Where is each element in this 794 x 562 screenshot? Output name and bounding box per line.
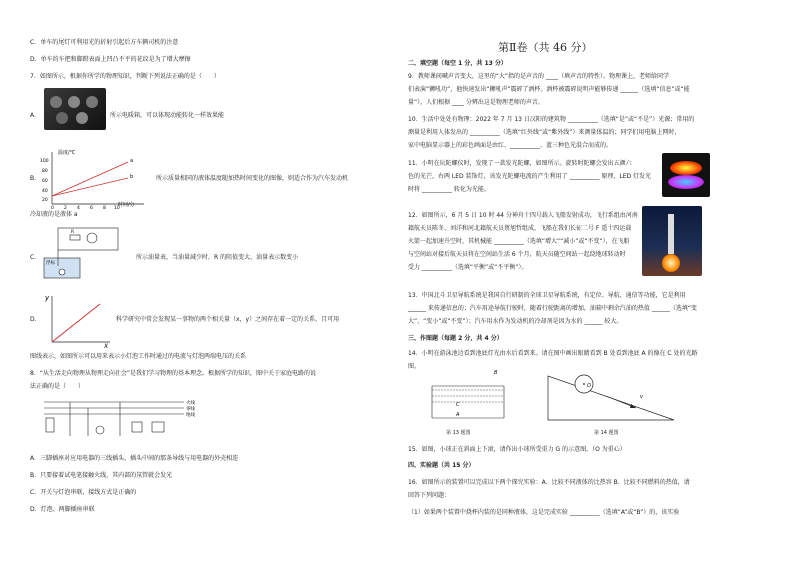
q16-line1: 16．如图所示的装置可以完成以下两个探究实验：A．比较不同液体的比热容 B．比较不同燃料的热值，请 [408, 479, 690, 486]
fuel-gauge-circuit [40, 222, 130, 284]
wire-live-label: 火线 [186, 401, 195, 406]
graph-b-xtick: 6 [90, 206, 93, 211]
electric-heater-photo [44, 88, 106, 130]
part-two-title: 第Ⅱ卷（共 46 分） [498, 41, 593, 54]
q7-a-text: 所示电暖箱，可以体现动能转化一样效果能 [110, 112, 225, 119]
q7-d-label: D． [30, 316, 41, 323]
pool-light-diagram [426, 366, 510, 426]
q8-stem-continuation: 法正确的是（ ） [30, 383, 85, 390]
q7-d-text: 科学研究中常会发现某一事物的两个相关量（x，y）之间存在着一定的关系，且可用 [116, 316, 340, 323]
point-b-label: B [494, 370, 498, 376]
velocity-v-label: v [640, 394, 643, 400]
q16-line3: （1）如果两个装置中烧杯内装的是同种液体，这是完成实验 __________（选填“A”或“B”）的，该实验 [408, 509, 680, 516]
q8-option-a: A．三脚插座对应用电器的三线插头，插头中间的那条导线与用电器的外壳相连 [30, 455, 239, 462]
figure-14-caption: 第 14 题图 [594, 430, 619, 436]
point-c-label: C [456, 402, 460, 408]
graph-b-xtick: 0 [51, 206, 54, 211]
q12-line4: 与空间站对接后航天员将在空间站生活 6 个月，航天员随空间站一起绕地球转动时 [408, 251, 626, 258]
q13-line1: 13．中国北斗卫星导航系统是我国自行研制的全球卫星导航系统，有定位、导航、通信等功能，它是利用 [408, 292, 686, 299]
q14-line1: 14．小明在游泳池边看到池底灯光由水后看到来。请在图中画出眼睛看到 B 处看到池底 A 的像在 C 处的光路 [408, 350, 698, 357]
q7-c-label: C． [30, 254, 41, 261]
q14-line2: 图。 [408, 363, 421, 370]
section-drawing-heading: 三、作图题（每题 2 分，共 4 分） [408, 335, 503, 342]
q12-line2: 籍航天员陈冬、刘洋和河北籍航天员蔡旭哲组成，飞船在我们长征二号 F 遥十四运载 [408, 225, 632, 232]
q12-line1: 12．如图所示，6 月 5 日 10 时 44 分神舟十四号载人飞船发射成功，飞行系组由河南 [408, 212, 638, 219]
q6-option-c: C．单车的尾灯可利用光的折射引起后方车辆司机的注意 [30, 39, 179, 46]
left-column [30, 0, 386, 562]
q7-b-label: B． [30, 175, 41, 182]
q8-option-c: C．开关与灯泡串联，接线方式是正确的 [30, 489, 137, 496]
q11-line2: 色的光芒，右两 LED 装饰灯，该发光陀螺电流的产生利用了 __________ 原理，LED 灯发光 [408, 173, 652, 180]
q7-c-text: 所示油量表，当油量减少时，R 的阻值变大，油量表示数变小 [136, 254, 299, 261]
spinning-top-photo [662, 153, 710, 197]
q7-stem: 7．如图所示，根据你所学的物理知识，判断下列说法正确的是（ ） [30, 73, 220, 80]
graph-b-ytick: 80 [42, 169, 48, 174]
graph-b-ylabel: 温度/℃ [58, 150, 76, 156]
graph-b-ytick: 40 [42, 189, 48, 194]
q6-option-d: D．单车的车把和脚蹬表面上凹凸不平的花纹是为了增大摩擦 [30, 56, 191, 63]
rocket-launch-photo [642, 206, 702, 276]
graph-b-xtick: 8 [103, 206, 106, 211]
figure-13-caption: 第 13 题图 [446, 430, 471, 436]
q11-line3: 时将 __________ 转化为光能。 [408, 186, 490, 193]
right-column [408, 0, 764, 562]
q10-line3: 家中电脑显示器上的彩色画面是由红、__________、蓝三种色光混合而成的。 [408, 142, 613, 149]
q13-line3: 大”、“变小”或“不变”）；汽车用水作为发动机的冷却剂是因为水的 ______ 较大。 [408, 318, 623, 325]
graph-d-ylabel: y [45, 294, 50, 302]
graph-b-xtick: 10 [114, 206, 120, 211]
graph-d-xlabel: X [104, 343, 109, 350]
temperature-time-graph [38, 148, 150, 211]
point-a-label: A [456, 412, 460, 418]
household-circuit-diagram [40, 396, 210, 444]
q9-line1: 9．教师课间喊声音变大，这里的“大”指的是声音的 ____（填声音的特性）。物理课上，老师给同学 [408, 73, 669, 80]
q7-b-continuation: 冷却液的是液体 a [30, 211, 78, 218]
q8-option-d: D．灯泡、两脚插座串联 [30, 506, 95, 513]
xy-relation-graph [44, 290, 114, 348]
q9-line3: 量”），人们根据 ____ 分辨出这是物理老师的声音。 [408, 99, 544, 106]
q9-line2: 们表演“狮吼功”，他快速发出“狮吼声”震碎了酒杯。酒杯被震碎说明声能够传递 ______（选填“信息”或“能 [408, 86, 690, 93]
graph-b-xtick: 2 [64, 206, 67, 211]
q16-line2: 回答下列问题： [408, 492, 451, 499]
series-b-label: b [130, 174, 134, 180]
wire-neutral-label: 零线 [186, 407, 195, 412]
graph-b-ytick: 20 [42, 198, 48, 203]
q7-a-label: A． [30, 112, 41, 119]
q12-line3: 火箭一起加速升空时，其机械能 __________（选填“增大”“减小”或“不变”），在飞船 [408, 238, 630, 245]
graph-b-ytick: 60 [42, 179, 48, 184]
resistor-label: R [71, 230, 75, 235]
graph-b-ytick: 100 [40, 159, 49, 164]
q12-line5: 受力 __________（选填“平衡”或“不平衡”）。 [408, 264, 528, 271]
q7-d-continuation: 图线表示，如图所示可以用来表示小灯泡工作时通过的电流与灯泡两端电压的关系 [30, 353, 247, 360]
q13-line2: ______ 来传递信息的；汽车用途导航行驶时，随着行驶距离的增加，油箱中剩余汽油的热值 ______（选填“变 [408, 305, 697, 312]
wire-earth-label: 地线 [186, 413, 195, 418]
graph-b-xtick: 4 [77, 206, 80, 211]
series-a-label: a [130, 158, 134, 164]
q11-line1: 11．小明在玩陀螺仪时，发现了一款发光陀螺，如图所示。旋转时陀螺会发出五颜六 [408, 160, 632, 167]
section-experiment-heading: 四、实验题（共 15 分） [408, 462, 475, 469]
float-label: 浮标 [46, 261, 55, 266]
section-fill-blank-heading: 二、填空题（每空 1 分，共 13 分） [408, 60, 507, 67]
q8-option-b: B．只要接着试电笔接触火线，其内部的氖管就会发光 [30, 472, 173, 479]
q7-b-text: 所示质量相同的液体温度随加热时间变化的图像，则适合作为汽车发动机 [156, 175, 349, 182]
graph-b-xlabel: 时间/分 [118, 202, 135, 208]
q10-line2: 测量是利用人体发出的 __________（选填“红外线”或“紫外线”）来测量体温的；同学们用电脑上网时， [408, 129, 681, 136]
q8-stem: 8．“从生活走向物理从物理走向社会”是我们学习物理的基本理念。根据所学的知识，图中关于家庭电路的说 [30, 370, 317, 377]
center-o-label: O [587, 383, 591, 389]
q15-line1: 15．如图，小球正在斜面上下滚，请作出小球所受重力 G 的示意图。（O 为重心） [408, 446, 626, 453]
inclined-plane-diagram [544, 362, 684, 426]
q10-line1: 10．生活中处处有物理：2022 年 7 月 13 日汉阳的建筑物 __________（选填“是”或“不是”）光源；常用的 [408, 116, 695, 123]
